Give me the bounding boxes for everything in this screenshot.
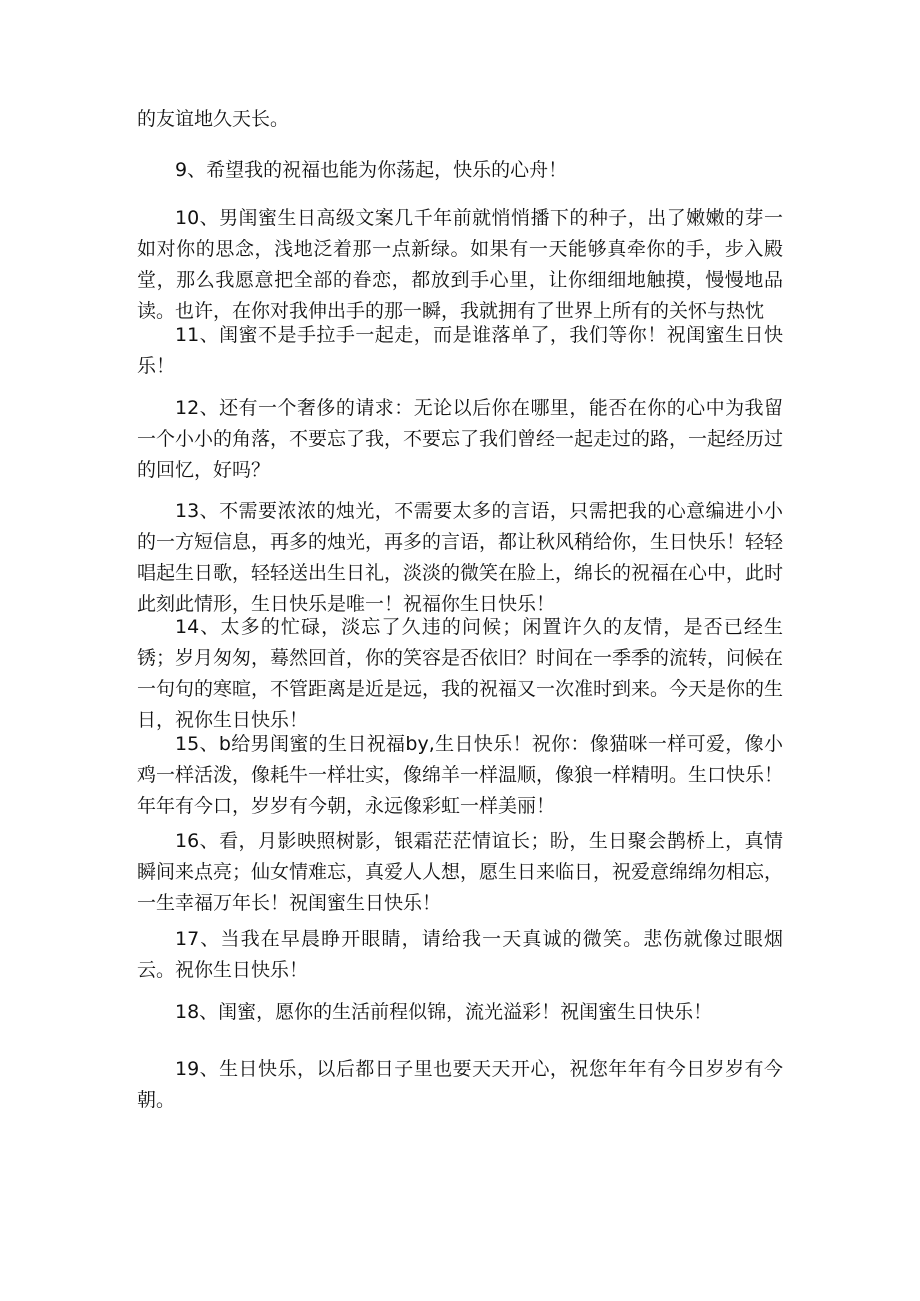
paragraph-11: 11、闺蜜不是手拉手一起走，而是谁落单了，我们等你！祝闺蜜生日快乐！ [137, 324, 783, 377]
paragraph-16: 16、看，月影映照树影，银霜茫茫情谊长；盼，生日聚会鹊桥上，真情瞬间来点亮；仙女情难忘，真爱人人想，愿生日来临日，祝爱意绵绵勿相忘，一生幸福万年长！祝闺蜜生日快乐！ [137, 830, 784, 914]
paragraph-13: 13、不需要浓浓的烛光，不需要太多的言语，只需把我的心意编进小小的一方短信息，再多的烛光，再多的言语，都让秋风稍给你，生日快乐！轻轻唱起生日歌，轻轻送出生日礼，淡淡的微笑在脸上，绵长的祝福在心中，此时此刻此情形，生日快乐是唯一！祝福你生日快乐！ [137, 500, 784, 615]
paragraph-19: 19、生日快乐，以后都日子里也要天天开心，祝您年年有今日岁岁有今朝。 [137, 1058, 783, 1111]
paragraph-continuation: 的友谊地久天长。 [137, 108, 290, 130]
paragraph-14: 14、太多的忙碌，淡忘了久违的问候；闲置许久的友情，是否已经生锈；岁月匆匆，蓦然回首，你的笑容是否依旧？时间在一季季的流转，问候在一句句的寒暄，不管距离是近是远，我的祝福又一次准时到来。今天是你的生日，祝你生日快乐！ [137, 616, 784, 731]
paragraph-18: 18、闺蜜，愿你的生活前程似锦，流光溢彩！祝闺蜜生日快乐！ [175, 1001, 713, 1023]
paragraph-15: 15、b给男闺蜜的生日祝福by,生日快乐！祝你：像猫咪一样可爱，像小鸡一样活泼，像耗牛一样壮实，像绵羊一样温顺，像狼一样精明。生口快乐！年年有今口，岁岁有今朝，永远像彩虹一样美丽！ [137, 733, 784, 817]
paragraph-9: 9、希望我的祝福也能为你荡起，快乐的心舟！ [175, 159, 568, 181]
paragraph-10: 10、男闺蜜生日高级文案几千年前就悄悄播下的种子，出了嫩嫩的芽一如对你的思念，浅地泛着那一点新绿。如果有一天能够真牵你的手，步入殿堂，那么我愿意把全部的眷恋，都放到手心里，让你细细地触摸，慢慢地品读。也许，在你对我伸出手的那一瞬，我就拥有了世界上所有的关怀与热忱 [137, 207, 783, 322]
paragraph-17: 17、当我在早晨睁开眼睛，请给我一天真诚的微笑。悲伤就像过眼烟云。祝你生日快乐！ [137, 928, 783, 981]
paragraph-12: 12、还有一个奢侈的请求：无论以后你在哪里，能否在你的心中为我留一个小小的角落，不要忘了我，不要忘了我们曾经一起走过的路，一起经历过的回忆，好吗？ [137, 397, 784, 481]
